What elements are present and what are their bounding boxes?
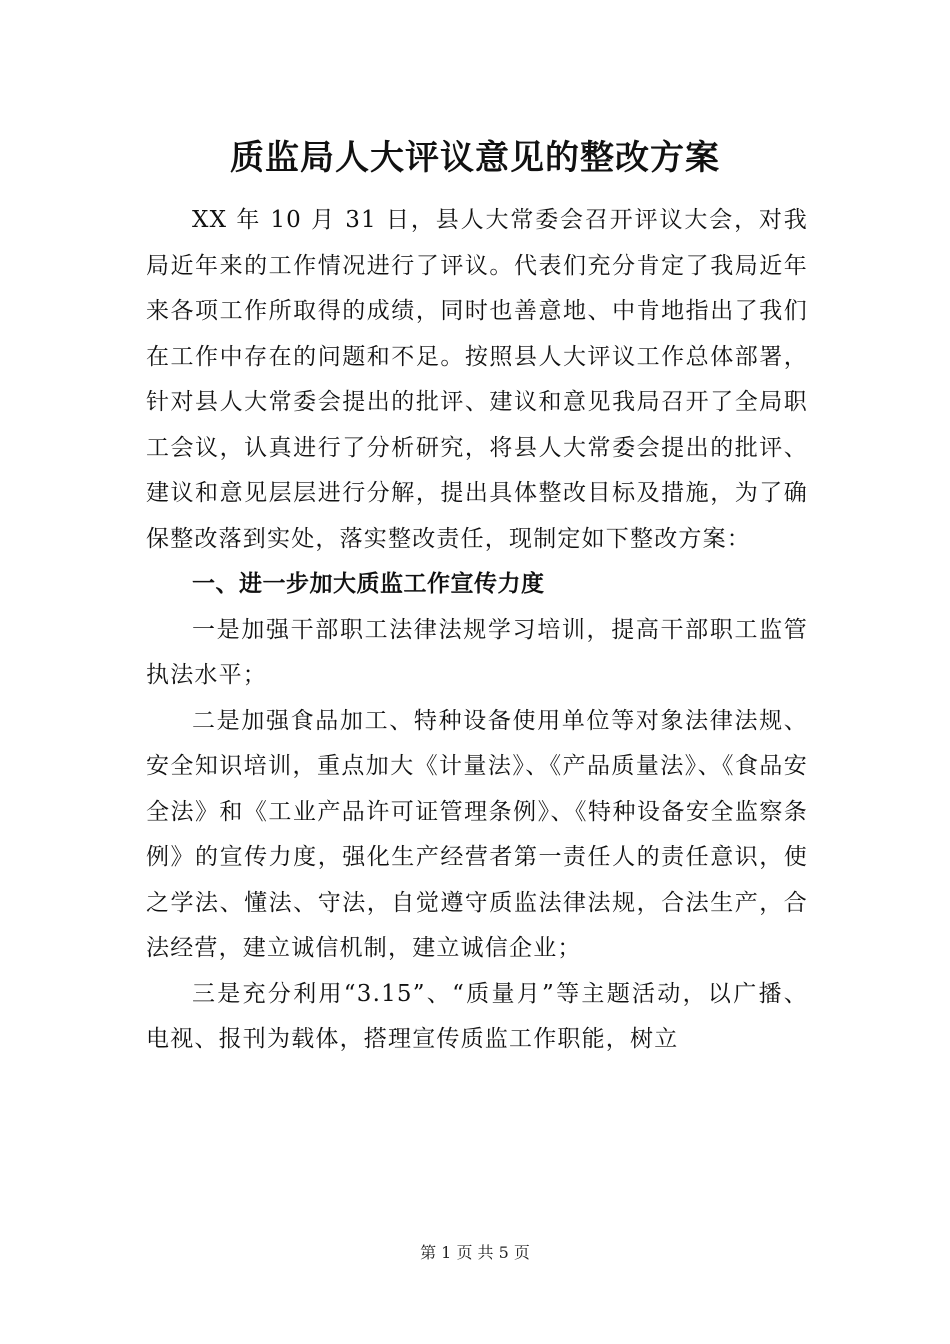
document-body (146, 198, 808, 1063)
list-item-paragraph: 一是加强干部职工法律法规学习培训，提高干部职工监管执法水平； (146, 616, 808, 688)
section-heading: 一、进一步加大质监工作宣传力度 (192, 571, 545, 597)
list-item-paragraph: 三是充分利用“3.15”、“质量月”等主题活动，以广播、电视、报刊为载体，搭理宣传质监工作职能，树立 (146, 980, 808, 1052)
document-title: 质监局人大评议意见的整改方案 (230, 138, 720, 178)
list-item-paragraph: 二是加强食品加工、特种设备使用单位等对象法律法规、安全知识培训，重点加大《计量法》、《产品质量法》、《食品安全法》和《工业产品许可证管理条例》、《特种设备安全监察条例》的宣传力度，强化生产经营者第一责任人的责任意识，使之学法、懂法、守法，自觉遵守质监法律法规，合法生产，合法经营，建立诚信机制，建立诚信企业； (146, 707, 808, 961)
page-number-footer: 第 1 页 共 5 页 (420, 1243, 530, 1262)
intro-paragraph: XX 年 10 月 31 日，县人大常委会召开评议大会，对我局近年来的工作情况进行了评议。代表们充分肯定了我局近年来各项工作所取得的成绩，同时也善意地、中肯地指出了我们在工作中存在的问题和不足。按照县人大评议工作总体部署，针对县人大常委会提出的批评、建议和意见我局召开了全局职工会议，认真进行了分析研究，将县人大常委会提出的批评、建议和意见层层进行分解，提出具体整改目标及措施，为了确保整改落到实处，落实整改责任，现制定如下整改方案： (146, 207, 808, 552)
